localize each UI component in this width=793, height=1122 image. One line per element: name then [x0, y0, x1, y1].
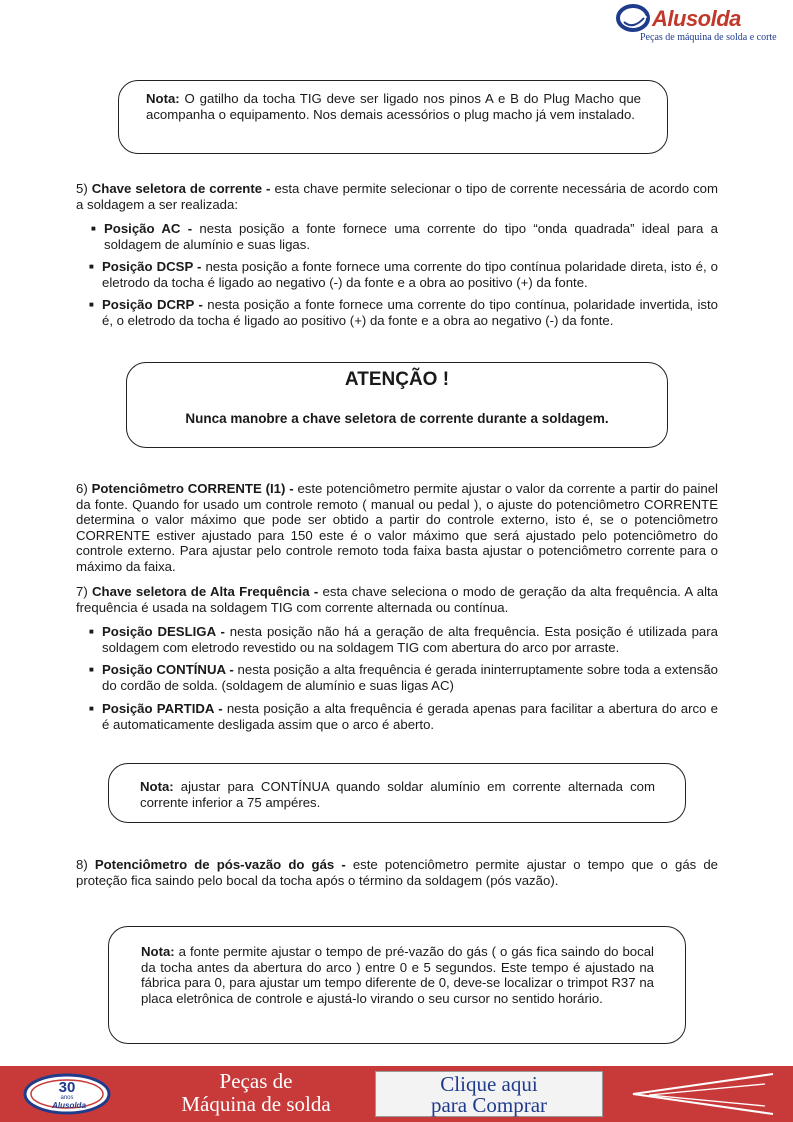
- brand-tagline: Peças de máquina de solda e corte: [640, 32, 777, 43]
- note-box-trigger: [118, 80, 668, 154]
- note-body: a fonte permite ajustar o tempo de pré-vazão do gás ( o gás fica saindo do bocal da tocha antes da abertura do arco ) entre 0 e 5 segundos. Este tempo é ajustado na fábrica para 0, para ajustar um tempo diferente de 0, deve-se localizar o trimpot R37 na placa eletrônica de controle e ajustá-lo virando o seu cursor no sentido horário.: [141, 944, 654, 1006]
- bullet-title: Posição DESLIGA -: [102, 624, 225, 639]
- shop-banner[interactable]: [0, 1066, 793, 1122]
- item-text: este potenciômetro permite ajustar o valor da corrente a partir do painel da fonte. Quando for usado um controle remoto ( manual ou pedal ), o ajuste do potenciômetro CORRENTE determina o valor máximo que pode ser obtido a partir do controle externo, isto é, se o potenciômetro CORRENTE estiver ajustado para 150 este é o valor máximo que será ajustado pelo potenciômetro do controle externo. Para ajustar pelo controle remoto toda faixa basta ajustar o potenciômetro corrente para o máximo da faixa.: [76, 481, 718, 574]
- bullet-text: nesta posição a fonte fornece uma corrente do tipo “onda quadrada” ideal para a soldagem de alumínio e suas ligas.: [104, 221, 718, 252]
- note-label: Nota:: [146, 91, 180, 106]
- anniversary-badge-icon: [22, 1072, 112, 1116]
- bullet-continua: [102, 662, 718, 693]
- brand-logo: [610, 2, 790, 48]
- note-box-pre-flow: [108, 926, 686, 1044]
- bullet-ac: [104, 221, 718, 252]
- bullet-text: nesta posição a alta frequência é gerada apenas para facilitar a abertura do arco e é automaticamente desligada assim que o arco é aberto.: [102, 701, 719, 732]
- alusolda-logo-icon: [616, 4, 652, 34]
- item-title: Potenciômetro CORRENTE (I1) -: [91, 481, 294, 496]
- note-body: O gatilho da tocha TIG deve ser ligado nos pinos A e B do Plug Macho que acompanha o equipamento. Nos demais acessórios o plug macho já vem instalado.: [146, 91, 641, 122]
- note-label: Nota:: [141, 944, 175, 959]
- note-body: ajustar para CONTÍNUA quando soldar alumínio em corrente alternada com corrente inferior a 75 ampéres.: [140, 779, 655, 810]
- note-label: Nota:: [140, 779, 174, 794]
- item-text: esta chave seleciona o modo de geração da alta frequência. A alta frequência é usada na soldagem TIG com corrente alternada ou contínua.: [76, 584, 719, 615]
- badge-brand: Alusolda: [52, 1101, 86, 1110]
- item-number: 6): [76, 481, 92, 496]
- note-box-continua: [108, 763, 686, 823]
- item-5: [76, 181, 718, 212]
- item-title: Chave seletora de corrente -: [91, 181, 271, 196]
- attention-title: ATENÇÃO !: [344, 369, 450, 390]
- item-8: [76, 857, 718, 888]
- attention-text: Nunca manobre a chave seletora de corrente durante a soldagem.: [185, 411, 609, 426]
- item-number: 5): [76, 181, 92, 196]
- bullet-text: nesta posição a alta frequência é gerada ininterruptamente sobre toda a extensão do cordão de solda. (soldagem de alumínio e suas ligas AC): [102, 662, 718, 693]
- item-title: Potenciômetro de pós-vazão do gás -: [94, 857, 346, 872]
- bullet-title: Posição CONTÍNUA -: [102, 662, 234, 677]
- note-text: [146, 91, 641, 122]
- bullet-desliga: [102, 624, 718, 655]
- banner-title-line: Peças de: [219, 1069, 293, 1093]
- bullet-dcrp: [102, 297, 718, 328]
- arrow-left-icon: [625, 1070, 775, 1118]
- buy-button-line: Clique aqui: [440, 1072, 538, 1096]
- note-text: [140, 779, 655, 810]
- brand-name: Alusolda: [652, 6, 741, 31]
- bullet-partida: [102, 701, 718, 732]
- bullet-text: nesta posição não há a geração de alta frequência. Esta posição é utilizada para soldagem com eletrodo revestido ou na soldagem TIG com abertura do arco por arraste.: [102, 624, 718, 655]
- buy-button-line: para Comprar: [430, 1093, 548, 1117]
- bullet-dcsp: [102, 259, 718, 290]
- bullet-text: nesta posição a fonte fornece uma corrente do tipo contínua polaridade direta, isto é, o eletrodo da tocha é ligado ao negativo (-) da fonte e a obra ao positivo (+) da fonte.: [102, 259, 718, 290]
- note-text: [141, 944, 654, 1006]
- badge-sub: anos: [60, 1095, 74, 1101]
- banner-title-line: Máquina de solda: [181, 1092, 331, 1116]
- bullet-title: Posição PARTIDA -: [102, 701, 223, 716]
- bullet-title: Posição AC -: [104, 221, 193, 236]
- item-6: [76, 481, 718, 575]
- bullet-text: nesta posição a fonte fornece uma corrente do tipo contínua, polaridade invertida, isto é, o eletrodo da tocha é ligado ao positivo (+) da fonte e a obra ao negativo (-) da fonte.: [102, 297, 719, 328]
- item-7: [76, 584, 718, 615]
- item-number: 7): [76, 584, 93, 599]
- attention-box: [126, 362, 668, 448]
- bullet-title: Posição DCRP -: [102, 297, 203, 312]
- badge-number: 30: [58, 1079, 76, 1096]
- item-number: 8): [76, 857, 95, 872]
- item-text: este potenciômetro permite ajustar o tempo que o gás de proteção fica saindo pelo bocal da tocha após o término da soldagem (pós vazão).: [76, 857, 719, 888]
- banner-title: [136, 1070, 376, 1116]
- item-title: Chave seletora de Alta Frequência -: [92, 584, 319, 599]
- bullet-title: Posição DCSP -: [102, 259, 202, 274]
- item-text: esta chave permite selecionar o tipo de corrente necessária de acordo com a soldagem a ser realizada:: [76, 181, 718, 212]
- buy-button[interactable]: [375, 1071, 603, 1117]
